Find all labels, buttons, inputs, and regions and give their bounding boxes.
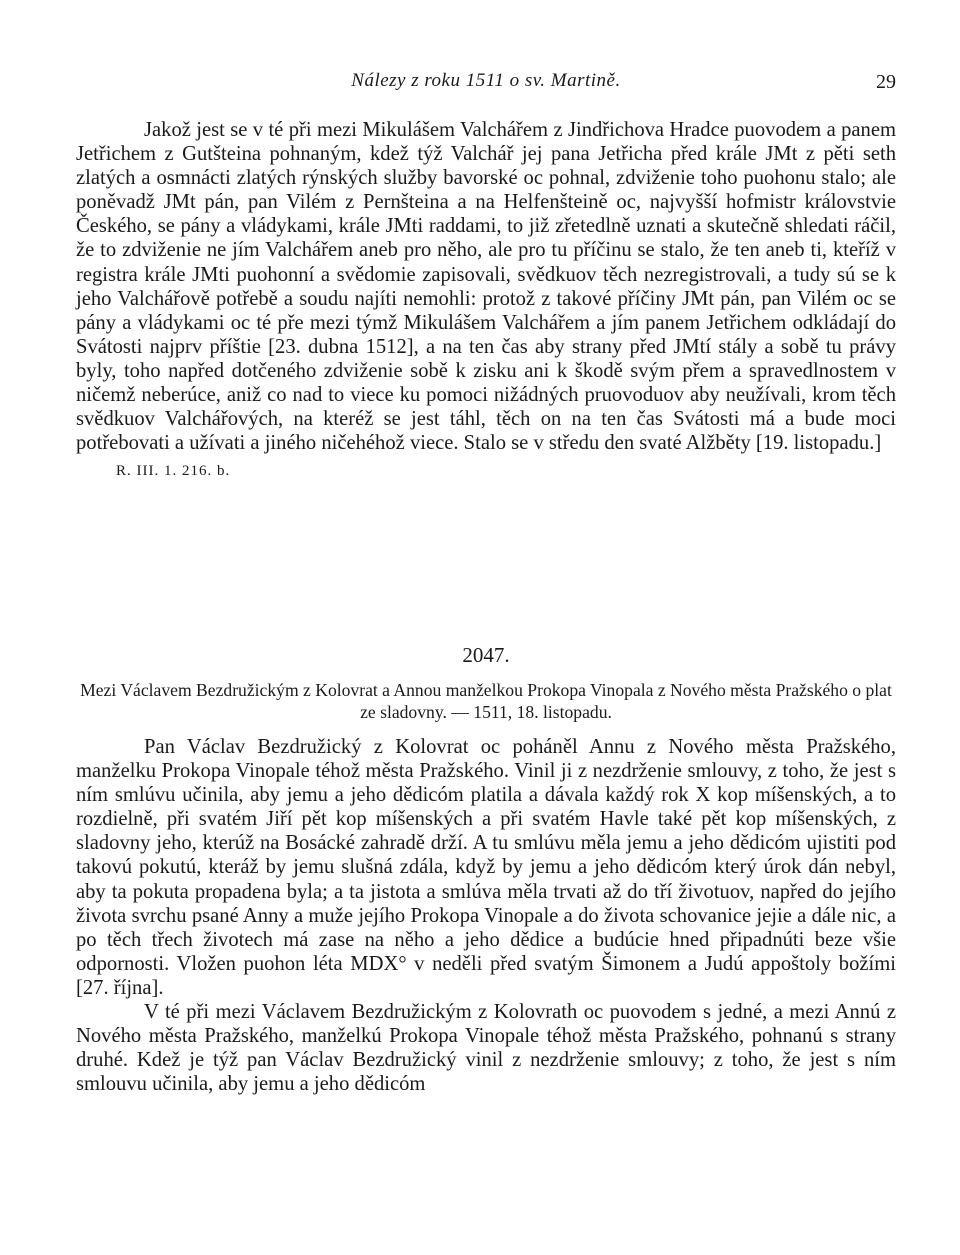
document-heading: Mezi Václavem Bezdružickým z Kolovrat a Annou manželkou Prokopa Vinopala z Nového města Pražského o plat ze sladovny. — 1511, 18. listopadu.: [80, 680, 892, 722]
body-paragraph: V té při mezi Václavem Bezdružickým z Kolovrath oc puovodem s jedné, a mezi Annú z Nového města Pražského, manželkú Prokopa Vinopale téhož města Pražského, pohnanú s strany druhé. Kdež je týž pan Václav Bezdružický vinil z nezdrženie smlouvy; z toho, že jest s ním smlouvu učinila, aby jemu a jeho dědicóm: [76, 1001, 896, 1096]
page-number: 29: [876, 71, 896, 93]
running-header: [76, 70, 896, 100]
body-paragraph: Pan Václav Bezdružický z Kolovrat oc poháněl Annu z Nového města Pražského, manželku Prokopa Vinopale téhož města Pražského. Vinil ji z nezdrženie smlouvy, z toho, že jest s ním smlúvu učinila, aby jemu a jeho dědicóm platila a dávala každý rok X kop míšenských, a to rozdielně, při svatém Jiří pět kop míšenských a při svatém Havle také pět kop míšenských, z sladovny jeho, kterúž na Bosácké zahradě drží. A tu smlúvu měla jemu a jeho dědicóm ujistiti pod takovú pokutú, kteráž by jemu slušná zdála, když by jemu a jeho dědicóm který úrok dán nebyl, aby ta pokuta propadena byla; a ta jistota a smlúva měla trvati až do tří životuov, napřed do jejího života svrchu psané Anny a muže jejího Prokopa Vinopale a do života schovanice jejie a dále nic, a po těch třech životech má zase na něho a jeho dědice a budúcie hned připadnúti beze všie odpornosti. Vložen puohon léta MDX° v neděli před svatým Šimonem a Judú appoštoly božími [27. října].: [76, 736, 896, 999]
document-number: 2047.: [462, 643, 510, 667]
section-1: [76, 118, 896, 481]
section-2: [76, 735, 896, 1096]
source-reference: R. III. 1. 216. b.: [116, 463, 231, 480]
body-paragraph: Jakož jest se v té při mezi Mikulášem Valchářem z Jindřichova Hradce puovodem a panem Jetřichem z Gutšteina pohnaným, kdež týž Valchář jej pana Jetřicha před krále JMt z pěti seth zlatých a osmnácti zlatých rýnských služby bavorské oc pohnal, zdviženie toho puohonu stalo; ale poněvadž JMt pán, pan Vilém z Pernšteina a na Helfenšteině oc, najvyšší hofmistr královstvie Českého, se pány a vládykami, krále JMti raddami, to již zřetedlně uznati a skutečně shledati ráčil, že to zdviženie ne jím Valchářem aneb pro něho, ale pro tu příčinu se stalo, že ten aneb ti, kteříž v registra krále JMti puohonní a svědomie zapisovali, svědkuov těch nezregistrovali, a tudy sú se k jeho Valchářově potřebě a soudu najíti nemohli: protož z takové příčiny JMt pán, pan Vilém oc se pány a vládykami oc té pře mezi týmž Mikulášem Valchářem a jím panem Jetřichem odkládají do Svátosti najprv příštie [23. dubna 1512], a na ten čas aby strany před JMtí stály a sobě tu právy byly, toho napřed dotčeného zdviženie sobě k zisku ani k škodě svým přem a spravedlnostem v ničemž neberúce, aniž co nad to viece ku pomoci nižádných pruovoduov aby neužívali, krom těch svědkuov Valchářových, na kteréž se jest táhl, těch on na ten čas Svátosti má a bude moci potřebovati a užívati a jiného ničehéhož viece. Stalo se v středu den svaté Alžběty [19. listopadu.]: [76, 119, 896, 455]
running-title: Nálezy z roku 1511 o sv. Martině.: [351, 70, 621, 91]
